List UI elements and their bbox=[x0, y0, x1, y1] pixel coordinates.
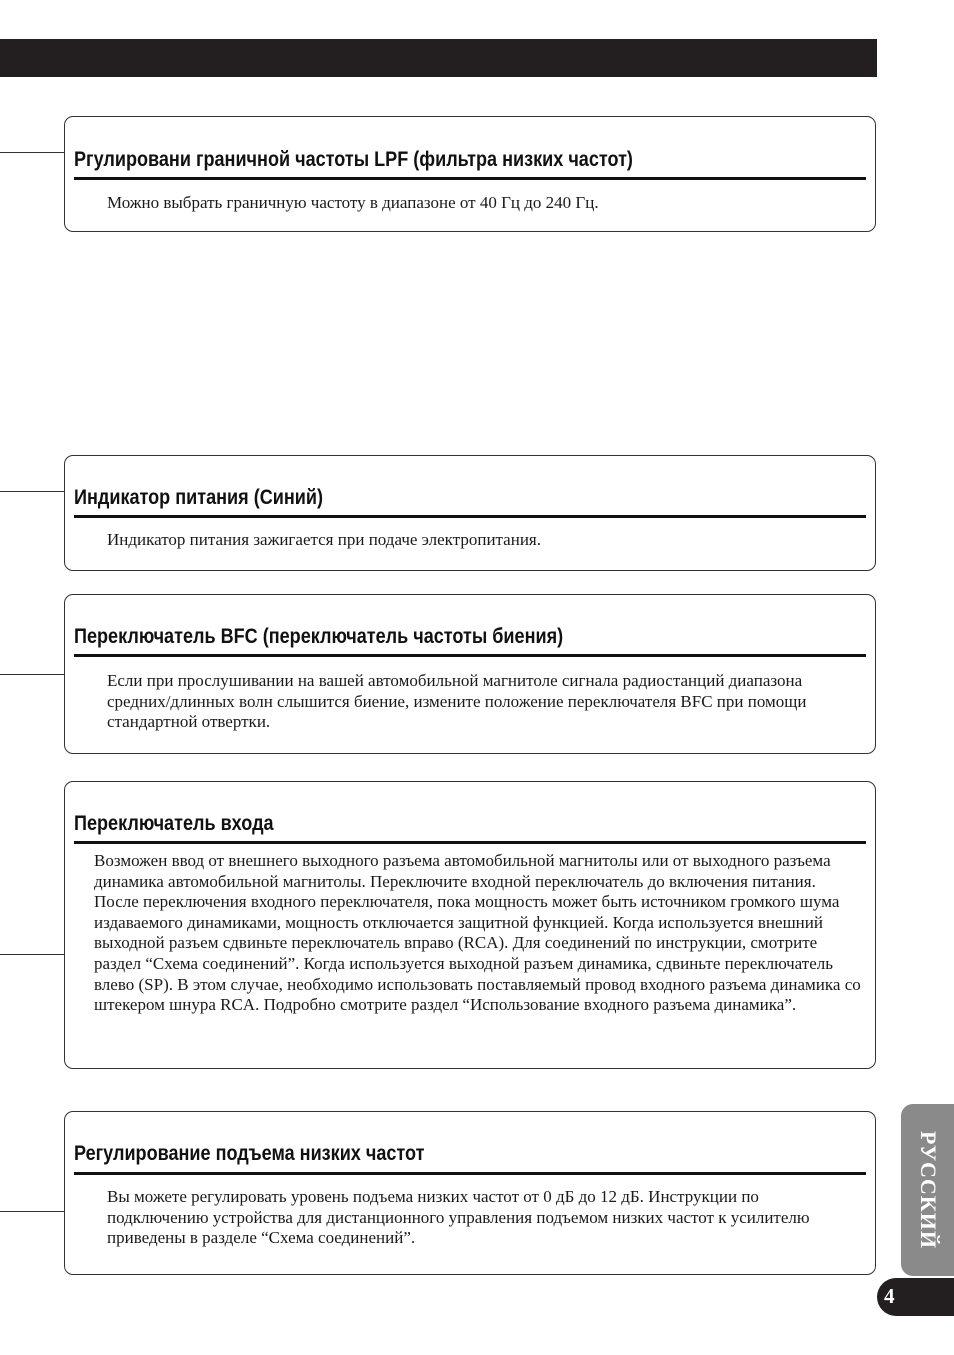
section-bfc-switch bbox=[64, 594, 876, 754]
page-number: 4 bbox=[884, 1284, 895, 1308]
section-title: Индикатор питания (Синий) bbox=[74, 486, 323, 509]
page-number-badge bbox=[877, 1278, 954, 1316]
section-body: Возможен ввод от внешнего выходного разъема автомобильной магнитолы или от выходного разъема динамика автомобильной магнитолы. Переключите входной переключатель до включения питания. После переключения входного переключателя, пока мощность может быть источником громкого шума издаваемого динамиками, мощность отключается защитной функцией. Когда используется внешний выходной разъем сдвиньте переключатель вправо (RCA). Для соединений по инструкции, смотрите раздел “Схема соединений”. Когда используется выходной разъем динамика, сдвиньте переключатель влево (SP). В этом случае, необходимо использовать поставляемый провод входного разъема динамика со штекером шнура RCA. Подробно смотрите раздел “Использование входного разъема динамика”. bbox=[94, 851, 861, 1015]
callout-line-bass-boost bbox=[0, 1211, 64, 1212]
section-body: Если при прослушивании на вашей автомобильной магнитоле сигнала радиостанций диапазона средних/длинных волн слышится биение, измените положение переключателя BFC при помощи стандартной отвертки. bbox=[107, 671, 807, 732]
title-rule bbox=[74, 177, 866, 180]
section-input-switch bbox=[64, 781, 876, 1069]
section-title: Регулирование подъема низких частот bbox=[74, 1142, 425, 1165]
section-title: Переключатель входа bbox=[74, 812, 274, 835]
title-rule bbox=[74, 1172, 866, 1175]
section-title: Ргулировани граничной частоты LPF (фильтра низких частот) bbox=[74, 148, 633, 171]
language-label: РУССКИЙ bbox=[915, 1131, 941, 1249]
title-rule bbox=[74, 515, 866, 518]
section-bass-boost bbox=[64, 1111, 876, 1275]
callout-line-lpf bbox=[0, 152, 64, 153]
section-power-indicator bbox=[64, 455, 876, 571]
section-body: Индикатор питания зажигается при подаче электропитания. bbox=[107, 530, 541, 549]
title-rule bbox=[74, 841, 866, 844]
section-title: Переключатель BFC (переключатель частоты биения) bbox=[74, 625, 564, 648]
callout-line-bfc bbox=[0, 674, 64, 675]
section-body: Вы можете регулировать уровень подъема низких частот от 0 дБ до 12 дБ. Инструкции по подключению устройства для дистанционного управления подъемом низких частот к усилителю приведены в разделе “Схема соединений”. bbox=[107, 1187, 810, 1248]
header-bar bbox=[0, 39, 877, 77]
callout-line-power-indicator bbox=[0, 491, 64, 492]
title-rule bbox=[74, 654, 866, 657]
section-body: Можно выбрать граничную частоту в диапазоне от 40 Гц до 240 Гц. bbox=[107, 193, 599, 212]
language-tab bbox=[901, 1104, 954, 1276]
callout-line-input bbox=[0, 954, 64, 955]
section-lpf bbox=[64, 116, 876, 232]
